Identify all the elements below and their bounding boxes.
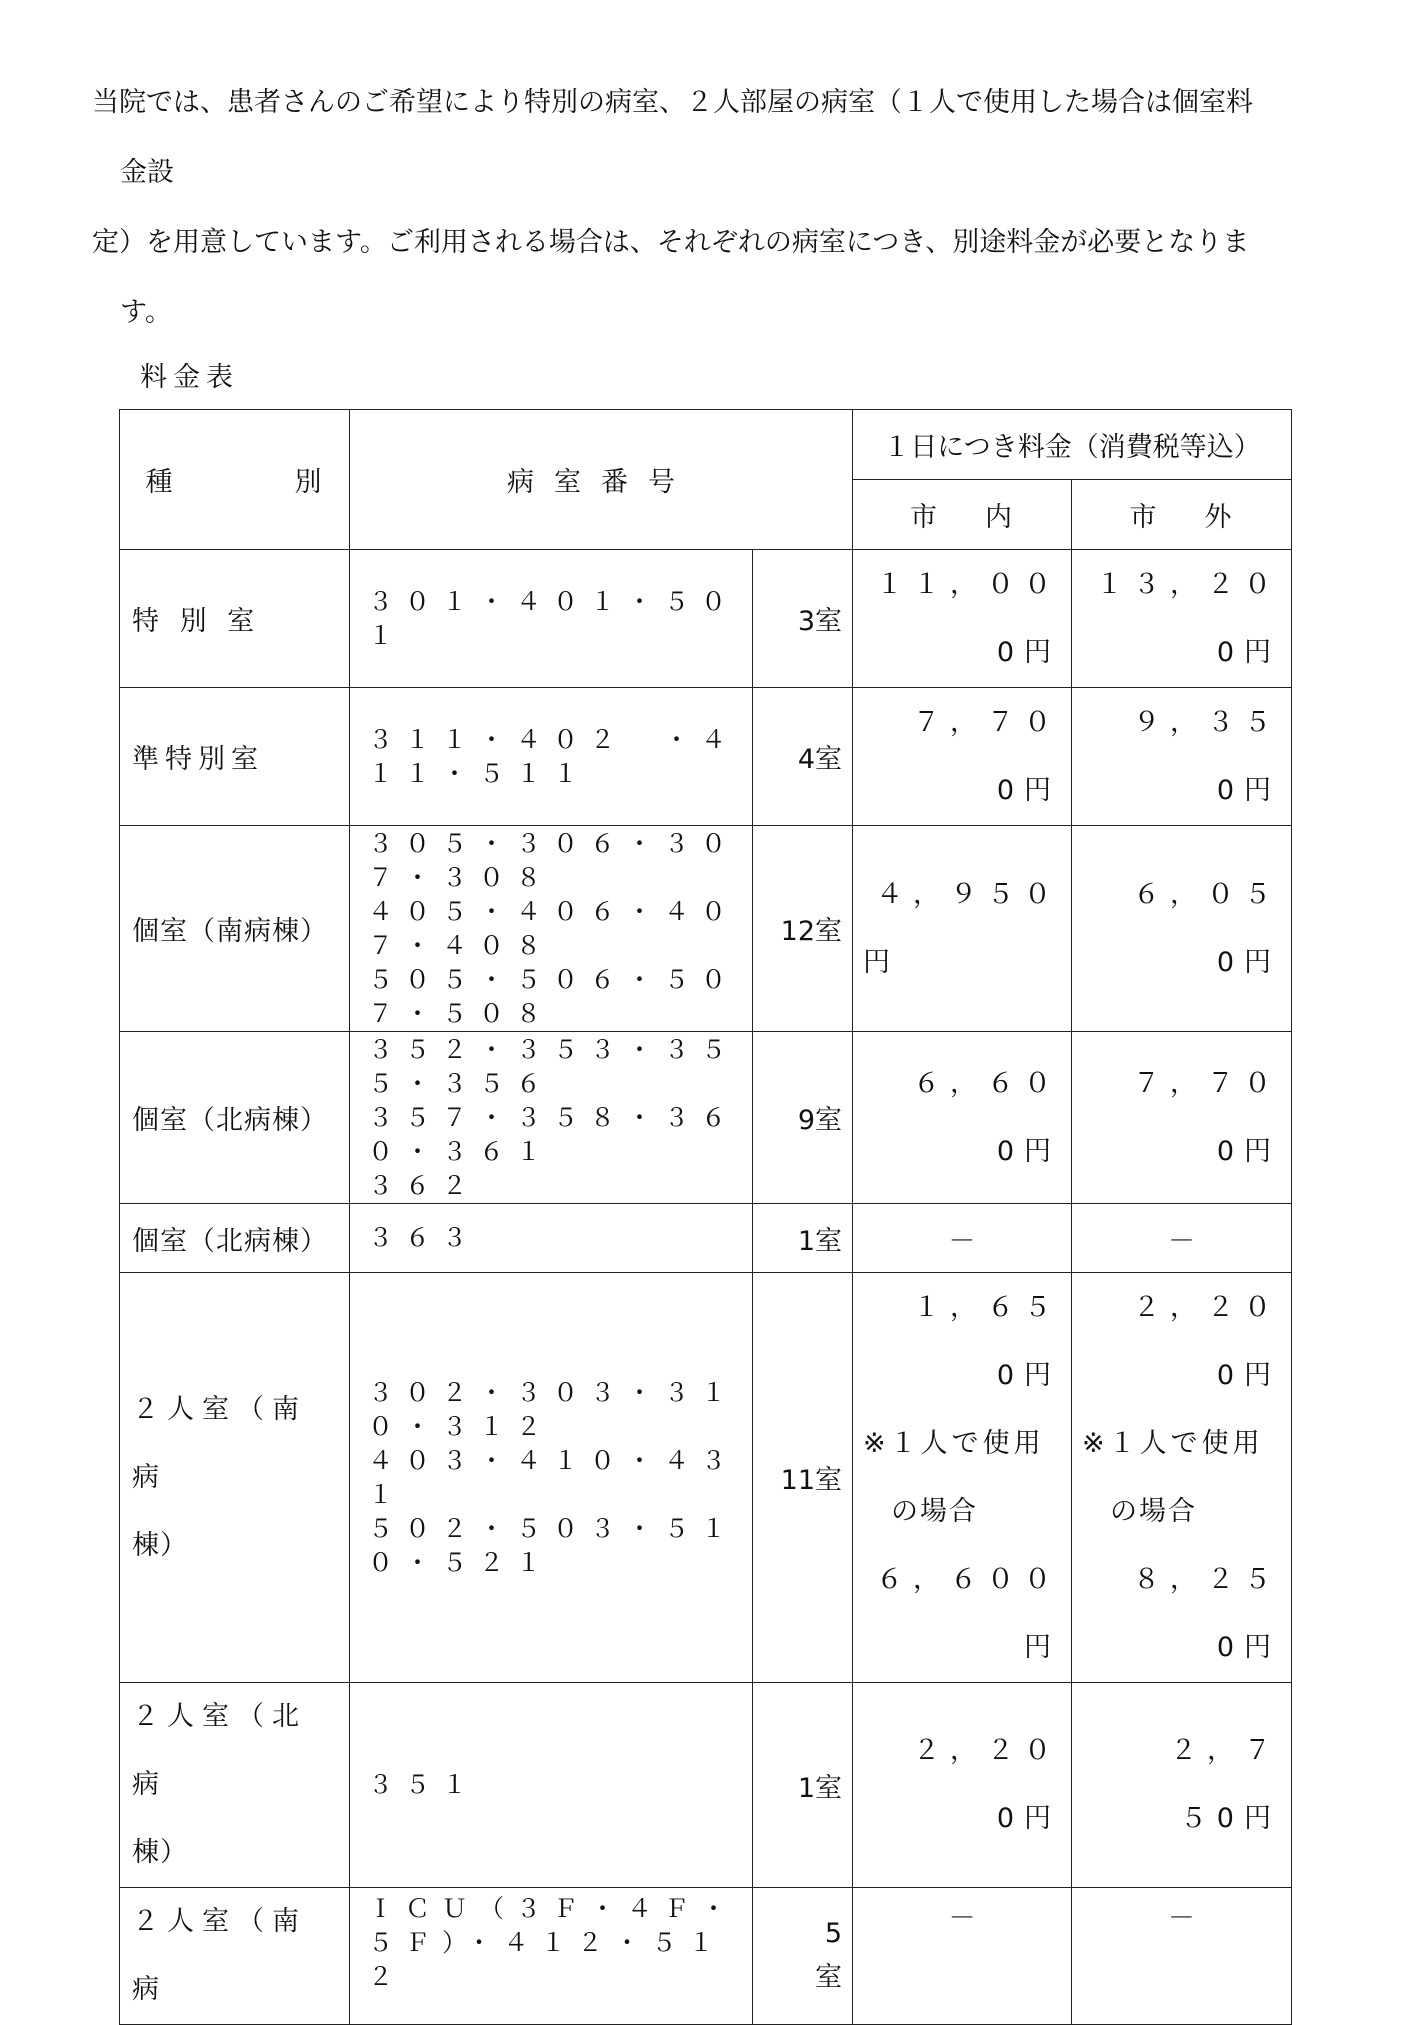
- fee-outside: ２，７ ５0円: [1072, 1683, 1292, 1888]
- intro-line-4: す。: [120, 297, 172, 328]
- room-numbers: ３０５・３０６・３０７・３０８ ４０５・４０６・４０７・４０８ ５０５・５０６・５０７・５０８: [350, 826, 753, 1032]
- table-row: [120, 1273, 1292, 1683]
- room-kind: 特 別 室: [120, 550, 350, 688]
- fee-inside: －: [853, 1204, 1072, 1273]
- room-kind: 個室（南病棟）: [120, 826, 350, 1032]
- fee-outside: －: [1072, 1204, 1292, 1273]
- header-kind: 種 別: [120, 410, 350, 550]
- table-row: [120, 550, 1292, 688]
- fee-inside: １１，００ 0円: [853, 550, 1072, 688]
- table-row: [120, 688, 1292, 826]
- fee-inside: －: [853, 1888, 1072, 2025]
- room-kind: ２人室（北病 棟）: [120, 1683, 350, 1888]
- room-count: 5 室: [753, 1888, 853, 2025]
- fee-outside: ９，３５ 0円: [1072, 688, 1292, 826]
- table-row: [120, 1683, 1292, 1888]
- room-count: 11室: [753, 1273, 853, 1683]
- fee-inside: ４，９５０ 円: [853, 826, 1072, 1032]
- room-numbers: ３５２・３５３・３５５・３５６ ３５７・３５８・３６０・３６１ ３６２: [350, 1032, 753, 1204]
- room-numbers: ＩＣＵ（３Ｆ・４Ｆ・５Ｆ）・４１２・５１２: [350, 1888, 753, 2025]
- fee-inside: ７，７０ 0円: [853, 688, 1072, 826]
- room-numbers: ３０１・４０１・５０１: [350, 550, 753, 688]
- room-numbers: ３０２・３０３・３１０・３１２ ４０３・４１０・４３１ ５０２・５０３・５１０・５２１: [350, 1273, 753, 1683]
- room-count: 1室: [753, 1683, 853, 1888]
- room-kind: ２人室（南病: [120, 1888, 350, 2025]
- room-count: 4室: [753, 688, 853, 826]
- table-row: [120, 1888, 1292, 2025]
- fee-inside: ２，２０ 0円: [853, 1683, 1072, 1888]
- table-row: [120, 826, 1292, 1032]
- fee-outside: ７，７０ 0円: [1072, 1032, 1292, 1204]
- header-room-number: 病室番号: [350, 410, 853, 550]
- fee-outside: －: [1072, 1888, 1292, 2025]
- room-numbers: ３５１: [350, 1683, 753, 1888]
- header-outside-city: 市 外: [1072, 480, 1292, 550]
- header-daily-fee: １日につき料金（消費税等込）: [853, 410, 1292, 480]
- room-count: 12室: [753, 826, 853, 1032]
- room-count: 1室: [753, 1204, 853, 1273]
- fee-outside: １３，２０ 0円: [1072, 550, 1292, 688]
- header-inside-city: 市 内: [853, 480, 1072, 550]
- room-numbers: ３６３: [350, 1204, 753, 1273]
- table-caption: 料金表: [140, 362, 239, 393]
- room-kind: 準特別室: [120, 688, 350, 826]
- intro-line-1: 当院では、患者さんのご希望により特別の病室、２人部屋の病室（１人で使用した場合は個室料: [92, 87, 1253, 118]
- fee-inside: ６，６０ 0円: [853, 1032, 1072, 1204]
- room-kind: 個室（北病棟）: [120, 1032, 350, 1204]
- room-numbers: ３１１・４０２ ・４１１・５１１: [350, 688, 753, 826]
- fee-inside: １，６５ 0円 ※１人で使用 の場合 ６，６００ 円: [853, 1273, 1072, 1683]
- room-kind: 個室（北病棟）: [120, 1204, 350, 1273]
- room-count: 3室: [753, 550, 853, 688]
- intro-line-3: 定）を用意しています。ご利用される場合は、それぞれの病室につき、別途料金が必要となりま: [92, 227, 1250, 258]
- fee-outside: ６，０５ 0円: [1072, 826, 1292, 1032]
- intro-line-2: 金設: [120, 157, 174, 188]
- room-kind: ２人室（南病 棟）: [120, 1273, 350, 1683]
- table-row: [120, 1032, 1292, 1204]
- room-count: 9室: [753, 1032, 853, 1204]
- fee-outside: ２，２０ 0円 ※１人で使用 の場合 ８，２５ 0円: [1072, 1273, 1292, 1683]
- intro-text: [92, 68, 1352, 348]
- table-row: [120, 1204, 1292, 1273]
- fee-table: [119, 409, 1292, 2025]
